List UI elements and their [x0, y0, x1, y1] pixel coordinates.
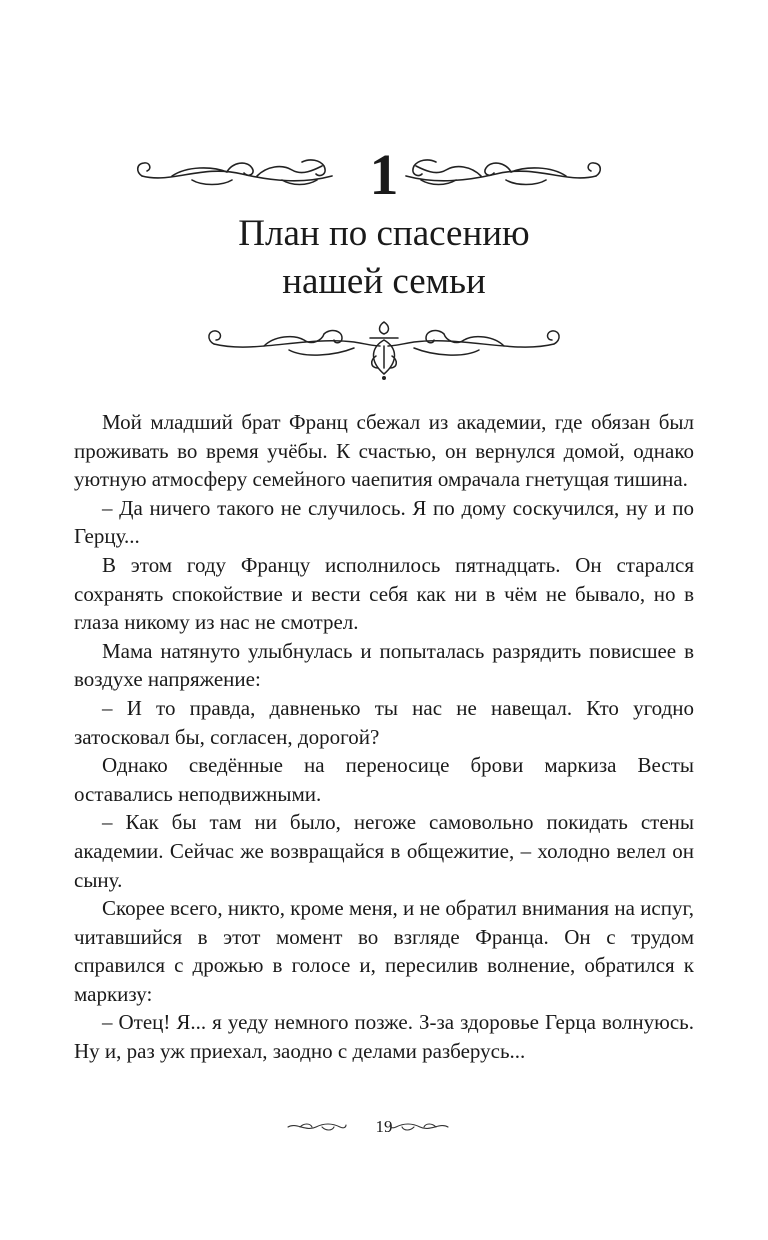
chapter-title-line-1: План по спасению [238, 213, 530, 254]
paragraph: – И то правда, давненько ты нас не навещал. Кто угодно затосковал бы, согласен, дорогой? [74, 695, 694, 749]
page-footer [0, 1112, 768, 1142]
paragraph: Однако сведённые на переносице брови маркиза Весты оставались неподвижными. [74, 753, 694, 806]
chapter-number: 1 [369, 142, 399, 207]
paragraph: – Как бы там ни было, негоже самовольно покидать стены академии. Сейчас же возвращайся в общежитие, – холодно велел он сыну. [74, 810, 694, 892]
page-number: 19 [375, 1117, 393, 1136]
paragraph: Мама натянуто улыбнулась и попыталась разрядить повисшее в воздухе напряжение: [74, 638, 694, 692]
chapter-title [0, 210, 768, 306]
chapter-heading [0, 140, 768, 386]
paragraph: Скорее всего, никто, кроме меня, и не обратил внимания на испуг, читавшийся в этот момент во взгляде Франца. Он с трудом справился с дрожью в голосе и, пересилив волнение, обратился к маркизу: [74, 896, 694, 1006]
paragraph: – Да ничего такого не случилось. Я по дому соскучился, ну и по Герцу... [74, 495, 694, 549]
fleuron-divider-icon [194, 316, 574, 386]
paragraph: В этом году Францу исполнилось пятнадцать. Он старался сохранять спокойствие и вести себя как ни в чём не бывало, но в глаза никому из нас не смотрел. [74, 552, 694, 635]
chapter-body-text [74, 408, 694, 1066]
scroll-flourish-icon [396, 154, 606, 194]
paragraph: Мой младший брат Франц сбежал из академии, где обязан был проживать во время учёбы. К счастью, он вернулся домой, однако уютную атмосферу семейного чаепития омрачала гнетущая тишина. [74, 410, 694, 492]
paragraph: – Отец! Я... я уеду немного позже. З-за здоровье Герца волнуюсь. Ну и, раз уж приехал, заодно с делами разберусь... [74, 1010, 694, 1064]
small-flourish-icon [388, 1120, 450, 1134]
chapter-title-line-2: нашей семьи [282, 261, 486, 302]
